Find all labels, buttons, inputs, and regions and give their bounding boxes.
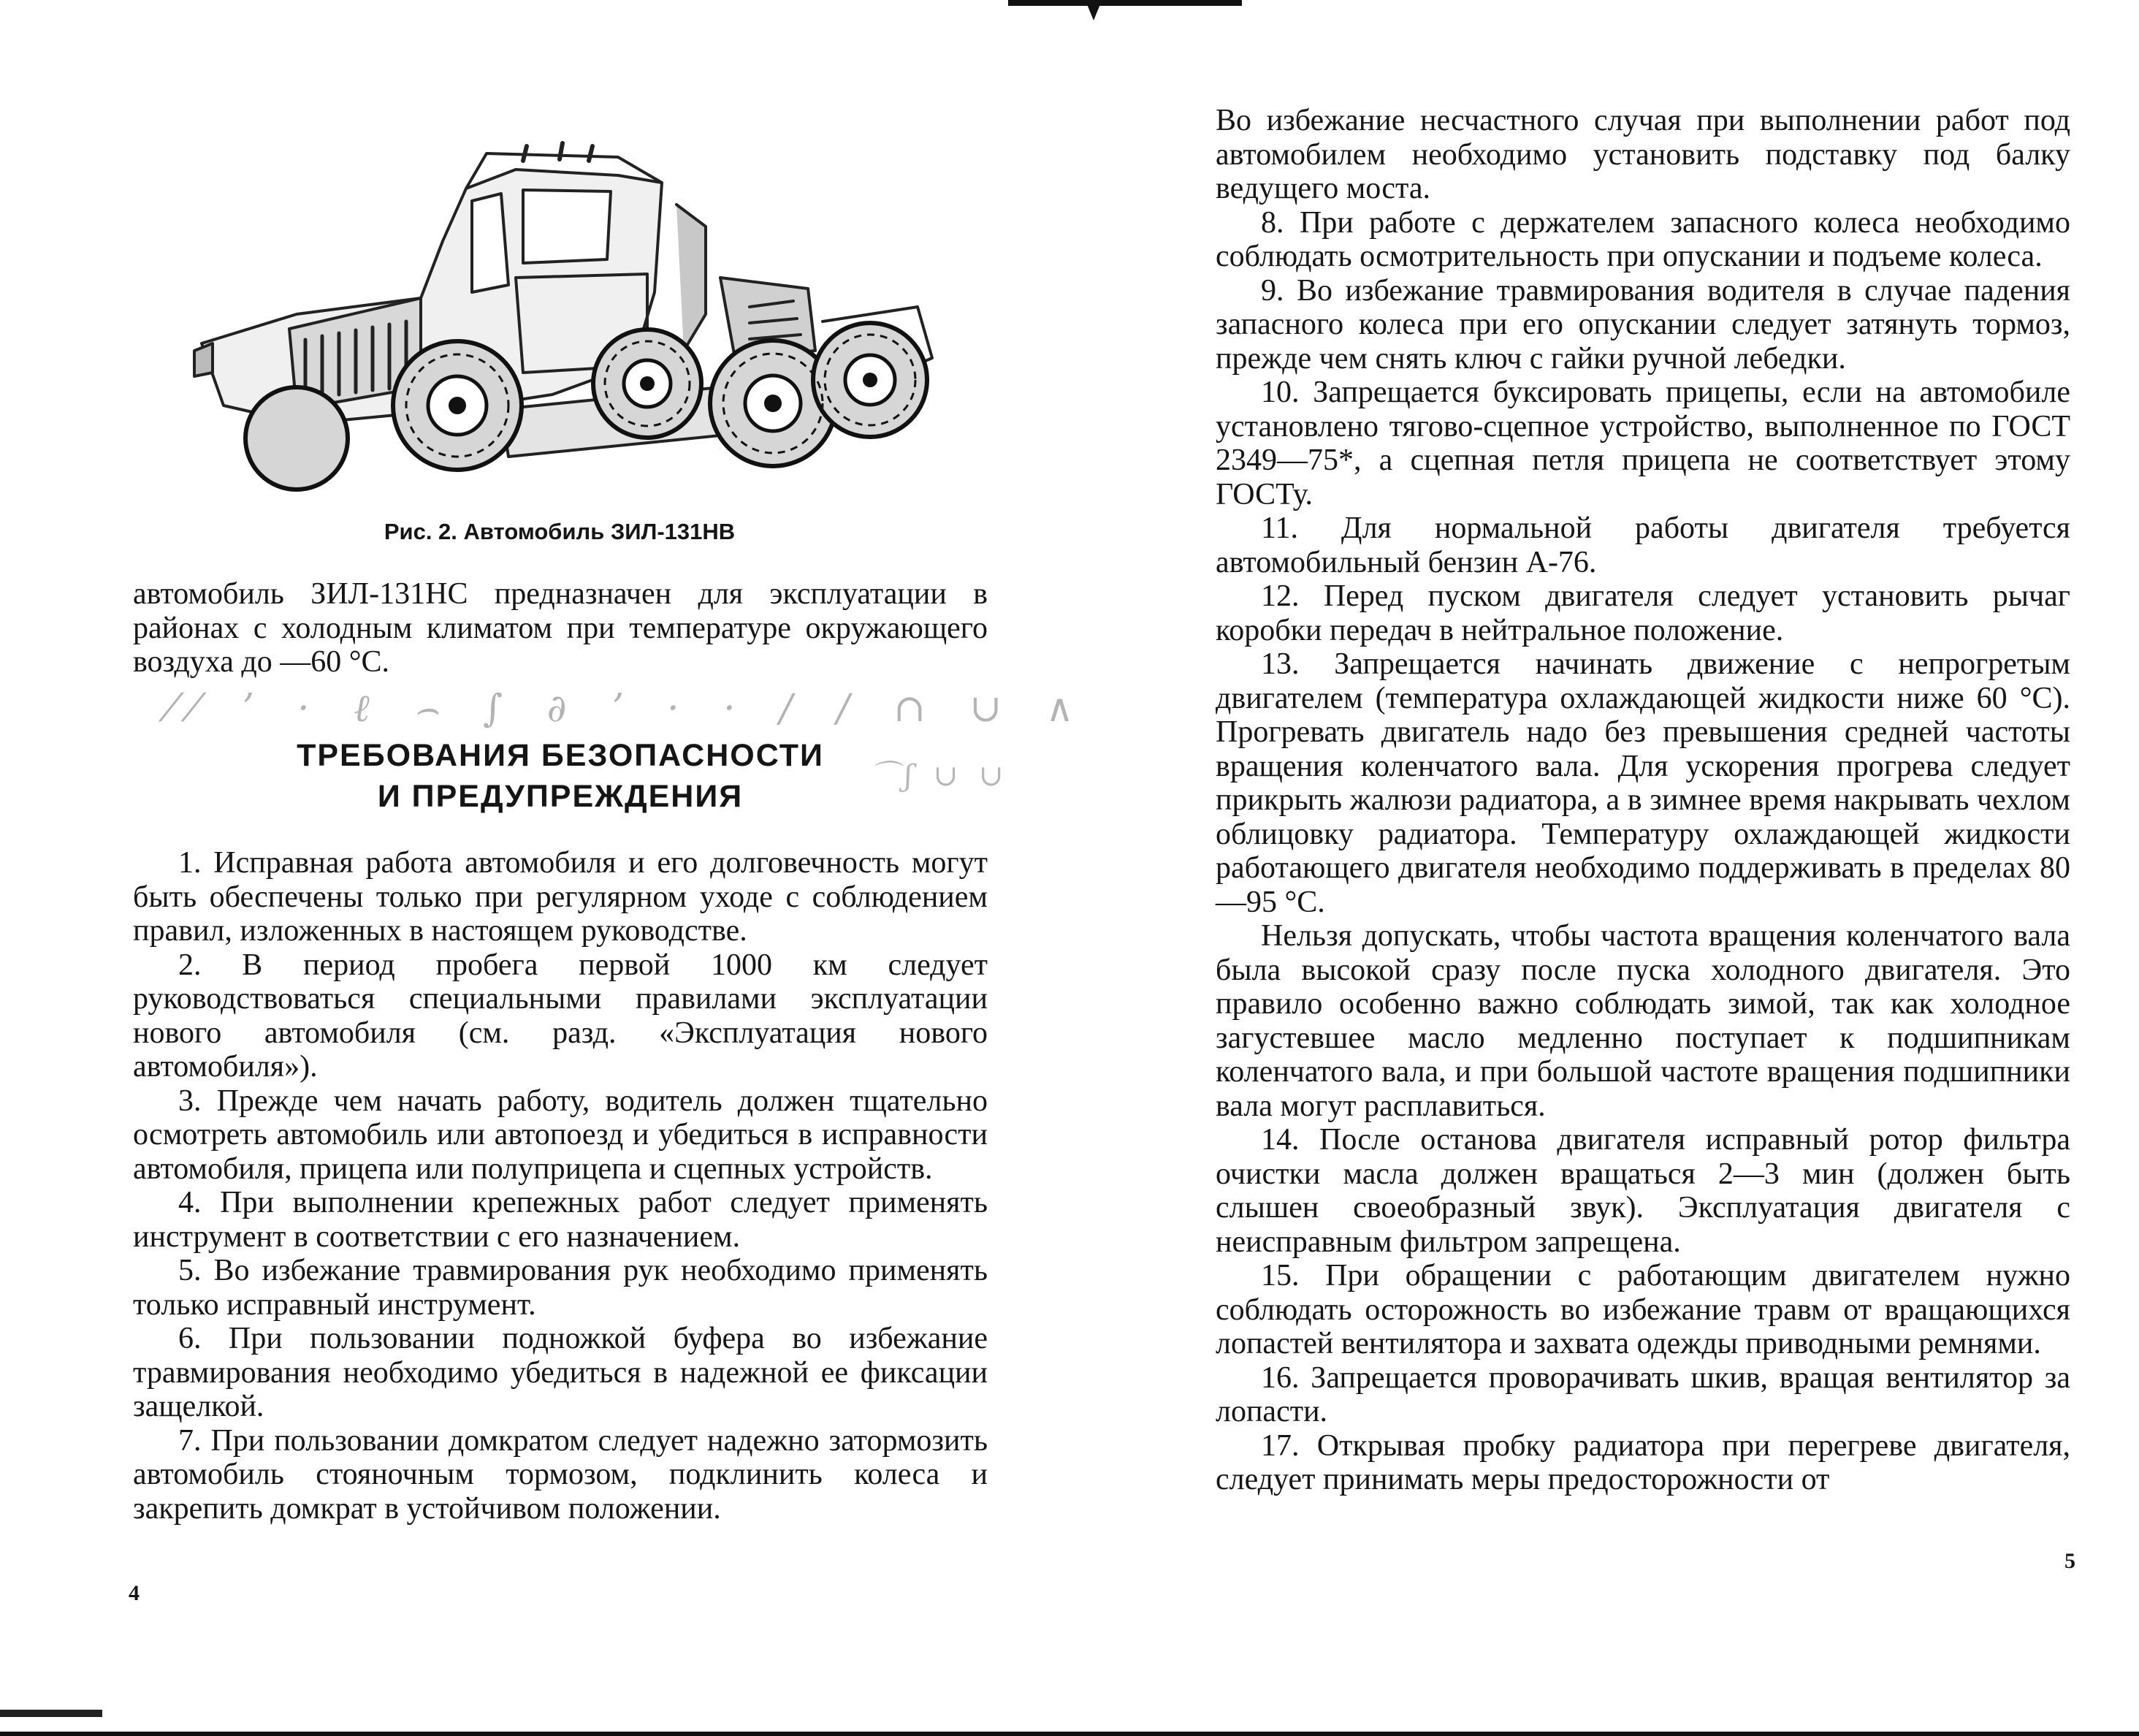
list-item: 9. Во избежание травмирования водителя в случае падения запасного колеса при его опускании следует затянуть тормоз, прежде чем снять ключ с гайки ручной лебедки. [1216,273,2070,376]
list-item: 8. При работе с держателем запасного колеса необходимо соблюдать осмотрительность при опускании и подъеме колеса. [1216,205,2070,273]
list-item: 1. Исправная работа автомобиля и его долговечность могут быть обеспечены только при регулярном уходе с соблюдением правил, изложенных в настоящем руководстве. [133,846,988,948]
figure-caption: Рис. 2. Автомобиль ЗИЛ-131НВ [384,519,736,544]
list-item: 2. В период пробега первой 1000 км следует руководствоваться специальными правилами эксплуатации нового автомобиля (см. разд. «Эксплуатация нового автомобиля»). [133,948,988,1084]
intro-text: автомобиль ЗИЛ-131НС предназначен для эксплуатации в районах с холодным климатом при температуре окружающего воздуха до —60 °С. [133,577,988,679]
list-item: 12. Перед пуском двигателя следует установить рычаг коробки передач в нейтральное положение. [1216,579,2070,647]
right-requirements-list [1216,104,2070,1497]
right-page [1070,0,2139,1736]
heading-line-1: ТРЕБОВАНИЯ БЕЗОПАСНОСТИ [297,738,824,773]
handwritten-pencil-note: ⁄⁄ ʼ · ℓ ⌢ ∫ ∂ ʼ · · / / ∩ ∪ ∧ [168,687,1090,731]
list-item: 5. Во избежание травмирования рук необходимо применять только исправный инструмент. [133,1254,988,1322]
list-item: 4. При выполнении крепежных работ следует применять инструмент в соответствии с его назначением. [133,1186,988,1254]
truck-illustration [180,132,939,519]
heading-line-2: И ПРЕДУПРЕЖДЕНИЯ [377,779,744,814]
intro-paragraph [133,577,988,679]
list-item: 16. Запрещается проворачивать шкив, вращая вентилятор за лопасти. [1216,1360,2070,1428]
list-item: 7. При пользовании домкратом следует надежно затормозить автомобиль стояночным тормозом, подклинить колеса и закрепить домкрат в устойчивом положении. [133,1423,988,1526]
list-item: 10. Запрещается буксировать прицепы, если на автомобиле установлено тягово-сцепное устройство, выполненное по ГОСТ 2349—75*, а сцепная петля прицепа не соответствует этому ГОСТу. [1216,376,2070,511]
list-item: 3. Прежде чем начать работу, водитель должен тщательно осмотреть автомобиль или автопоезд и убедиться в исправности автомобиля, прицепа или полуприцепа и сцепных устройств. [133,1084,988,1186]
list-item: 17. Открывая пробку радиатора при перегреве двигателя, следует принимать меры предосторожности от [1216,1428,2070,1496]
lead-paragraph: Во избежание несчастного случая при выполнении работ под автомобилем необходимо установить подставку под балку ведущего моста. [1216,104,2070,205]
list-item: 6. При пользовании подножкой буфера во избежание травмирования необходимо убедиться в надежной ее фиксации защелкой. [133,1322,988,1423]
page-number-right: 5 [2064,1549,2075,1573]
list-item: 15. При обращении с работающим двигателем нужно соблюдать осторожность во избежание травм от вращающихся лопастей вентилятора и захвата одежды приводными ремнями. [1216,1259,2070,1360]
handwritten-pencil-note-2: ⌒ʃ ∪ ∪ [869,759,1010,793]
section-heading [133,735,988,817]
list-item: Нельзя допускать, чтобы частота вращения коленчатого вала была высокой сразу после пуска холодного двигателя. Это правило особенно важно соблюдать зимой, так как холодное загустевшее масло медленно поступает к подшипникам коленчатого вала, и при большой частоте вращения подшипники вала могут расплавиться. [1216,919,2070,1123]
list-item: 11. Для нормальной работы двигателя требуется автомобильный бензин А-76. [1216,511,2070,579]
left-requirements-list [133,846,988,1526]
list-item: 14. После останова двигателя исправный ротор фильтра очистки масла должен вращаться 2—3 мин (должен быть слышен своеобразный звук). Эксплуатация двигателя с неисправным фильтром запрещена. [1216,1123,2070,1259]
page-number-left: 4 [129,1581,140,1605]
list-item: 13. Запрещается начинать движение с непрогретым двигателем (температура охлаждающей жидкости ниже 60 °С). Прогревать двигатель надо без превышения средней частоты вращения коленчатого вала. Для ускорения прогрева следует прикрыть жалюзи радиатора, а в зимнее время накрывать чехлом облицовку радиатора. Температуру охлаждающей жидкости работающего двигателя необходимо поддерживать в пределах 80—95 °С. [1216,647,2070,919]
